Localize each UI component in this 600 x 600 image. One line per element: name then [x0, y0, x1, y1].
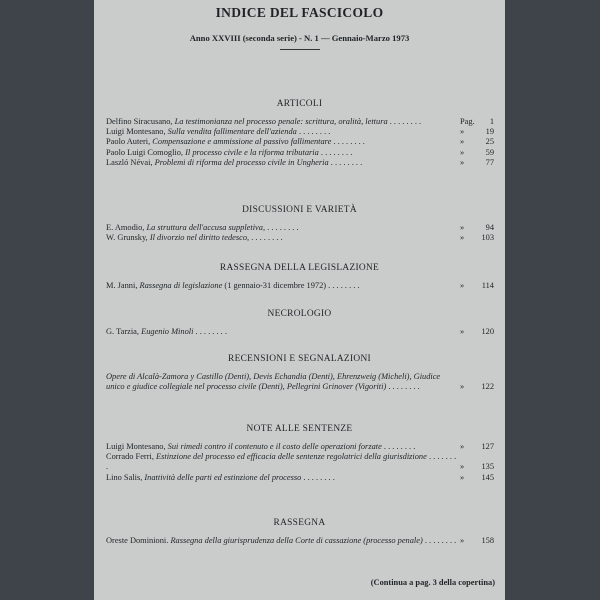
- entry-page-ref: [460, 536, 494, 546]
- leader-dots: . . . . . . . .: [318, 147, 353, 157]
- entry-title: Compensazione e ammissione al passivo fallimentare: [152, 137, 332, 147]
- page-mark: »: [460, 127, 465, 137]
- page-mark: »: [460, 281, 465, 290]
- page-number: 25: [485, 137, 494, 147]
- entry-page-ref: [460, 117, 494, 127]
- entry-title: Inattività delle parti ed estinzione del processo: [144, 472, 302, 482]
- entry-list: [94, 327, 505, 337]
- entry-page-ref: [460, 148, 494, 158]
- leader-dots: . . . . . . . .: [381, 442, 416, 451]
- entry-author: Paolo Luigi Comoglio,: [106, 147, 184, 157]
- entry-page-ref: [460, 158, 494, 168]
- entry-list: [94, 223, 505, 243]
- entry-author: Delfino Siracusano,: [106, 117, 173, 126]
- leader-dots: . . . . . . . .: [422, 536, 457, 545]
- page-number: 59: [485, 147, 494, 157]
- leader-dots: . . . . . . . .: [106, 452, 457, 472]
- entry-title: Il processo civile e la riforma tributaria: [185, 147, 319, 157]
- toc-section: [94, 517, 505, 546]
- page-number: 1: [489, 117, 494, 126]
- toc-section: [94, 308, 505, 337]
- entry-text: [106, 137, 494, 147]
- entry-author: Luigi Montesano,: [106, 127, 166, 137]
- entry-title: Il divorzio nel diritto tedesco,: [149, 233, 250, 243]
- entry-text: [106, 327, 494, 337]
- toc-entry: [106, 281, 494, 291]
- leader-dots: . . . . . . . .: [193, 327, 227, 336]
- entry-page-ref: [460, 462, 494, 472]
- page-mark: »: [460, 442, 465, 451]
- issue-subtitle: Anno XXVIII (seconda serie) - N. 1 — Gennaio-Marzo 1973: [189, 33, 410, 43]
- toc-entry: [106, 452, 494, 472]
- entry-author: Oreste Dominioni.: [106, 536, 169, 545]
- page-number: 114: [481, 281, 494, 290]
- toc-section: [94, 262, 505, 291]
- leader-dots: . . . . . . . .: [265, 223, 299, 232]
- page-number: 103: [481, 233, 494, 243]
- page-mark: »: [460, 137, 465, 147]
- entry-list: [94, 442, 505, 483]
- entry-list: [94, 117, 505, 168]
- entry-page-ref: [460, 137, 494, 147]
- toc-entry: [106, 148, 494, 158]
- entry-page-ref: [460, 382, 494, 392]
- entry-author: E. Amodio,: [106, 223, 145, 232]
- leader-dots: . . . . . . . .: [331, 137, 365, 147]
- page-number: 145: [481, 472, 494, 482]
- entry-title: Estinzione del processo ed efficacia delle sentenze regolatrici della giurisdizione: [156, 452, 427, 462]
- page-number: 122: [481, 382, 494, 392]
- page-number: 19: [485, 127, 494, 137]
- page-number: 158: [481, 536, 494, 545]
- toc-entry: [106, 442, 494, 452]
- toc-entry: [106, 233, 494, 243]
- entry-author: Luigi Montesano,: [106, 442, 166, 451]
- entry-text: [106, 452, 494, 472]
- entry-page-ref: [460, 233, 494, 243]
- toc-entry: [106, 127, 494, 137]
- entry-text: [106, 223, 494, 233]
- entry-text: [106, 127, 494, 137]
- entry-page-ref: [460, 473, 494, 483]
- leader-dots: . . . . . . . .: [296, 127, 331, 137]
- section-heading: ARTICOLI: [276, 99, 323, 109]
- entry-title: Problemi di riforma del processo civile in Ungheria: [154, 157, 329, 167]
- entry-title: La struttura dell'accusa suppletiva,: [146, 223, 266, 232]
- entry-author: Corrado Ferri,: [106, 452, 154, 462]
- section-heading: RASSEGNA DELLA LEGISLAZIONE: [219, 263, 380, 273]
- entry-page-ref: [460, 281, 494, 291]
- entry-list: [94, 536, 505, 546]
- section-heading: DISCUSSIONI E VARIETÀ: [242, 205, 357, 215]
- toc-entry: [106, 158, 494, 168]
- page-mark: »: [460, 327, 465, 336]
- leader-dots: . . . . . . . .: [249, 233, 283, 243]
- entry-text: [106, 117, 494, 127]
- page-mark: »: [460, 157, 465, 167]
- entry-title: Rassegna della giurisprudenza della Corte di cassazione (processo penale): [170, 536, 423, 545]
- leader-dots: . . . . . . . .: [326, 281, 360, 290]
- page-mark: »: [460, 536, 465, 545]
- title-divider: [280, 49, 320, 50]
- entry-title: Rassegna di legislazione: [139, 281, 223, 290]
- page-number: 77: [485, 157, 494, 167]
- toc-entry: [106, 536, 494, 546]
- page-mark: »: [460, 382, 465, 392]
- toc-entry: [106, 372, 494, 392]
- page-title: INDICE DEL FASCICOLO: [215, 5, 384, 20]
- entry-title: Eugenio Minoli: [141, 327, 194, 336]
- page-mark: »: [460, 472, 465, 482]
- leader-dots: . . . . . . . .: [387, 117, 422, 126]
- entry-author: Lino Salis,: [106, 472, 143, 482]
- toc-entry: [106, 223, 494, 233]
- journal-page: [94, 0, 505, 600]
- entry-page-ref: [460, 327, 494, 337]
- section-heading: NOTE ALLE SENTENZE: [246, 424, 353, 434]
- page-mark: »: [460, 147, 465, 157]
- entry-text: [106, 372, 494, 392]
- entry-text: [106, 148, 494, 158]
- page-number: 127: [481, 442, 494, 451]
- page-mark: »: [460, 233, 465, 243]
- entry-author: Paolo Auteri,: [106, 137, 151, 147]
- page-mark: Pag.: [460, 117, 475, 126]
- entry-page-ref: [460, 127, 494, 137]
- entry-text: [106, 158, 494, 168]
- toc-entry: [106, 117, 494, 127]
- toc-entry: [106, 327, 494, 337]
- entry-author: M. Janni,: [106, 281, 138, 290]
- entry-author: Laszló Névai,: [106, 157, 153, 167]
- toc-entry: [106, 473, 494, 483]
- toc-section: [94, 423, 505, 483]
- toc-section: [94, 98, 505, 168]
- page-number: 94: [485, 223, 494, 232]
- toc-section: [94, 204, 505, 243]
- entry-page-ref: [460, 442, 494, 452]
- section-heading: NECROLOGIO: [267, 309, 332, 319]
- entry-title: Sui rimedi contro il contenuto e il costo delle operazioni forzate: [167, 442, 382, 451]
- entry-title: Opere di Alcalà-Zamora y Castillo (Denti), Devis Echandia (Denti), Ehrenzweig (Micheli), Giudice unico e giudice collegiale nel processo civile (Denti), Pellegrini Grinover (Vigoriti): [106, 372, 441, 392]
- entry-date-range: (1 gennaio-31 dicembre 1972): [224, 281, 327, 290]
- continuation-note: (Continua a pag. 3 della copertina): [370, 578, 495, 587]
- leader-dots: . . . . . . . .: [386, 382, 420, 392]
- entry-text: [106, 473, 494, 483]
- page-mark: »: [460, 223, 465, 232]
- page-number: 135: [481, 462, 494, 472]
- leader-dots: . . . . . . . .: [301, 472, 335, 482]
- leader-dots: . . . . . . . .: [328, 157, 363, 167]
- entry-text: [106, 536, 494, 546]
- toc-section: [94, 353, 505, 392]
- entry-text: [106, 281, 494, 291]
- entry-author: W. Grunsky,: [106, 233, 148, 243]
- entry-text: [106, 442, 494, 452]
- entry-list: [94, 281, 505, 291]
- entry-title: Sulla vendita fallimentare dell'azienda: [167, 127, 297, 137]
- entry-author: G. Tarzia,: [106, 327, 139, 336]
- entry-text: [106, 233, 494, 243]
- toc-entry: [106, 137, 494, 147]
- entry-page-ref: [460, 223, 494, 233]
- section-heading: RASSEGNA: [273, 518, 326, 528]
- section-heading: RECENSIONI E SEGNALAZIONI: [228, 354, 371, 364]
- page-mark: »: [460, 462, 465, 472]
- entry-title: La testimonianza nel processo penale: scrittura, oralità, lettura: [174, 117, 388, 126]
- page-number: 120: [481, 327, 494, 336]
- entry-list: [94, 372, 505, 392]
